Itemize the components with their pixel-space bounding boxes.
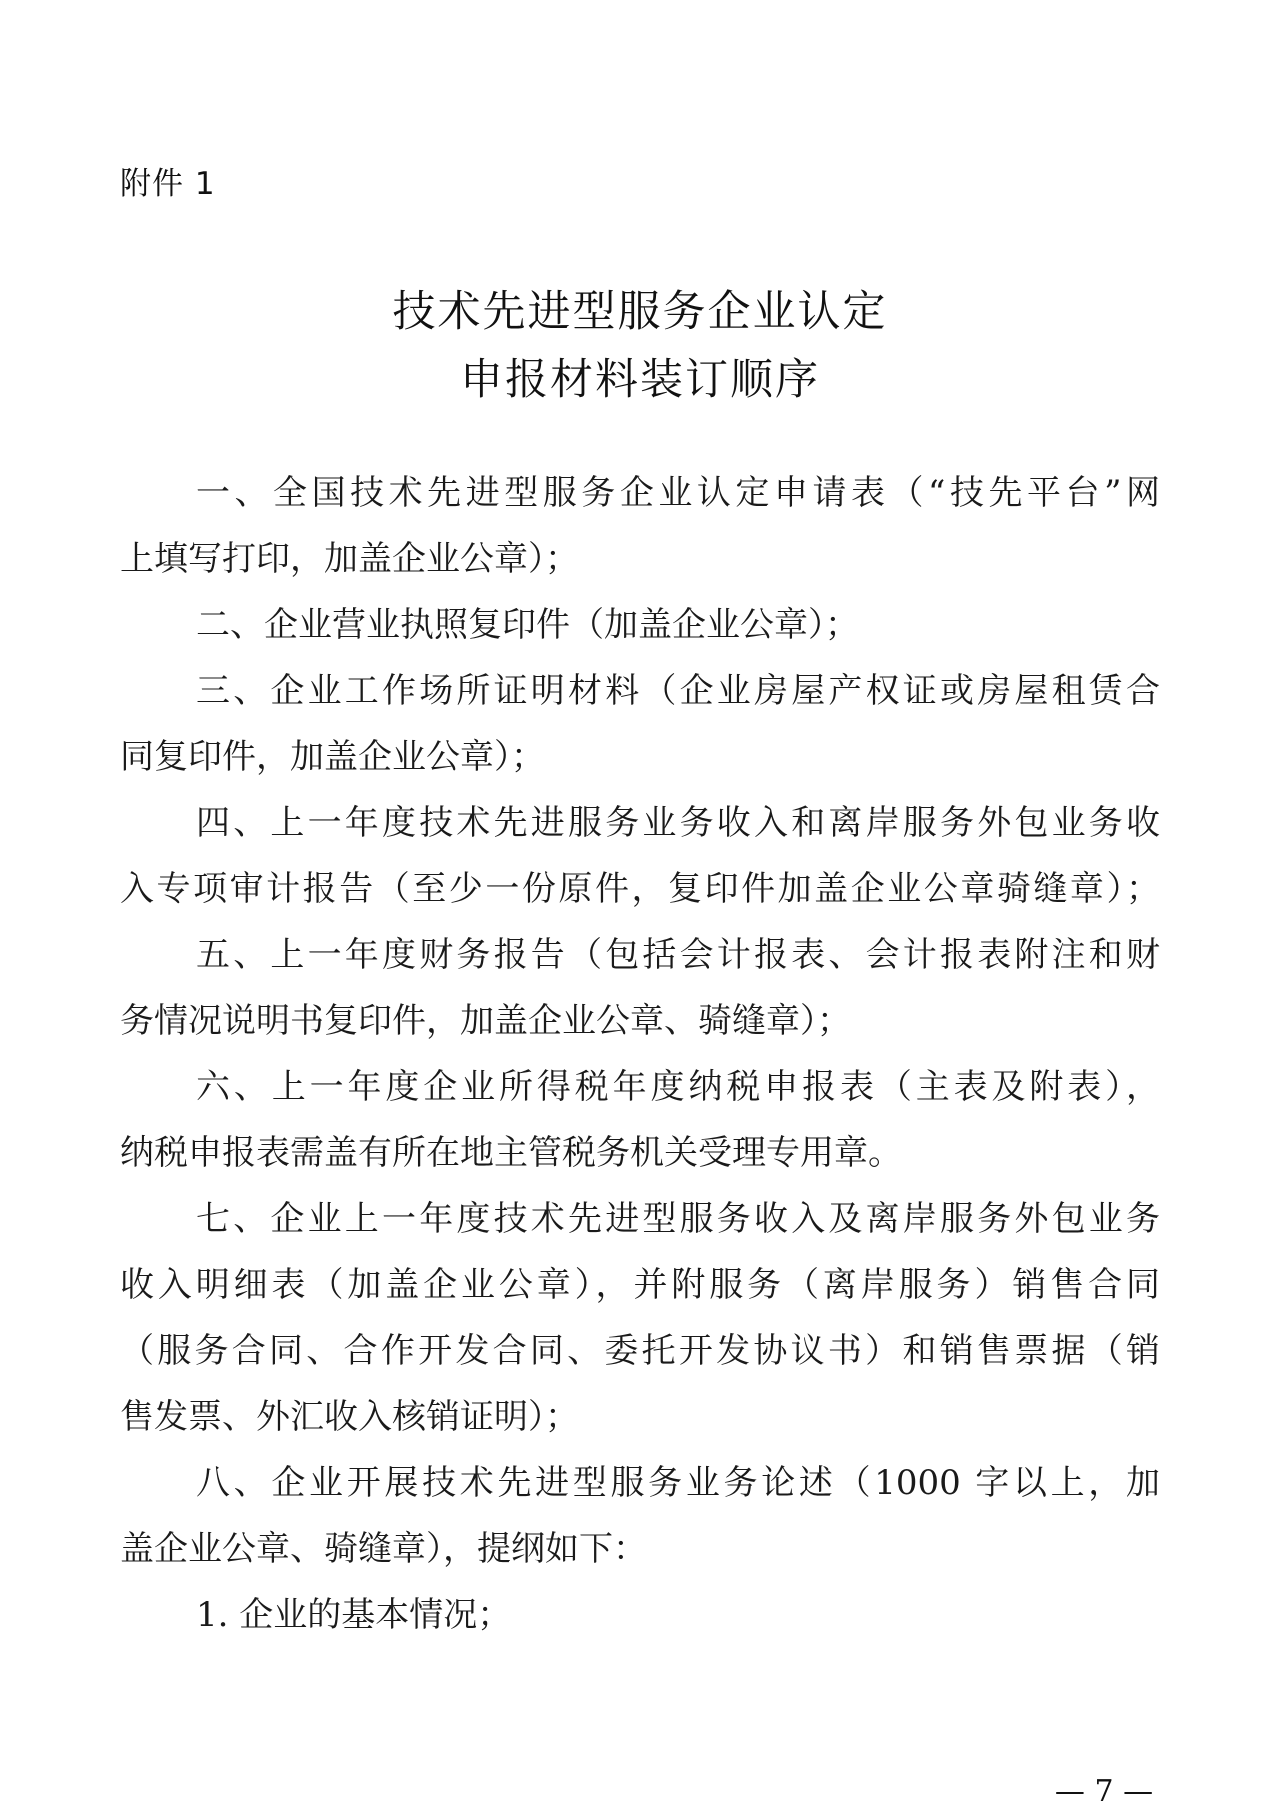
item-line: 五、上一年度财务报告（包括会计报表、会计报表附注和财 bbox=[196, 935, 1160, 975]
item-line: 务情况说明书复印件，加盖企业公章、骑缝章）； bbox=[120, 1001, 851, 1041]
item-line: 七、企业上一年度技术先进型服务收入及离岸服务外包业务 bbox=[196, 1199, 1160, 1239]
attachment-label: 附件 1 bbox=[120, 166, 216, 202]
item-line: 盖企业公章、骑缝章），提纲如下： bbox=[120, 1529, 647, 1569]
item-line: 收入明细表（加盖企业公章），并附服务（离岸服务）销售合同 bbox=[120, 1265, 1160, 1305]
item-line: 六、上一年度企业所得税年度纳税申报表（主表及附表）， bbox=[196, 1067, 1160, 1107]
item-line: 上填写打印，加盖企业公章）； bbox=[120, 539, 579, 579]
document-title-line-1: 技术先进型服务企业认定 bbox=[392, 287, 888, 337]
item-line: 同复印件，加盖企业公章）； bbox=[120, 737, 545, 777]
page-number: — 7 — bbox=[1054, 1774, 1154, 1809]
item-line: 四、上一年度技术先进服务业务收入和离岸服务外包业务收 bbox=[196, 803, 1160, 843]
item-line: 1. 企业的基本情况； bbox=[196, 1595, 512, 1635]
item-line: 八、企业开展技术先进型服务业务论述（1000 字以上，加 bbox=[196, 1463, 1160, 1503]
item-line: 二、企业营业执照复印件（加盖企业公章）； bbox=[196, 605, 859, 645]
item-line: （服务合同、合作开发合同、委托开发协议书）和销售票据（销 bbox=[120, 1331, 1160, 1371]
item-line: 一、全国技术先进型服务企业认定申请表（“技先平台”网 bbox=[196, 473, 1160, 513]
item-line: 三、企业工作场所证明材料（企业房屋产权证或房屋租赁合 bbox=[196, 671, 1160, 711]
item-line: 纳税申报表需盖有所在地主管税务机关受理专用章。 bbox=[120, 1133, 902, 1173]
item-line: 入专项审计报告（至少一份原件，复印件加盖企业公章骑缝章）； bbox=[120, 869, 1160, 909]
document-title-line-2: 申报材料装订顺序 bbox=[460, 355, 820, 405]
item-line: 售发票、外汇收入核销证明）； bbox=[120, 1397, 579, 1437]
